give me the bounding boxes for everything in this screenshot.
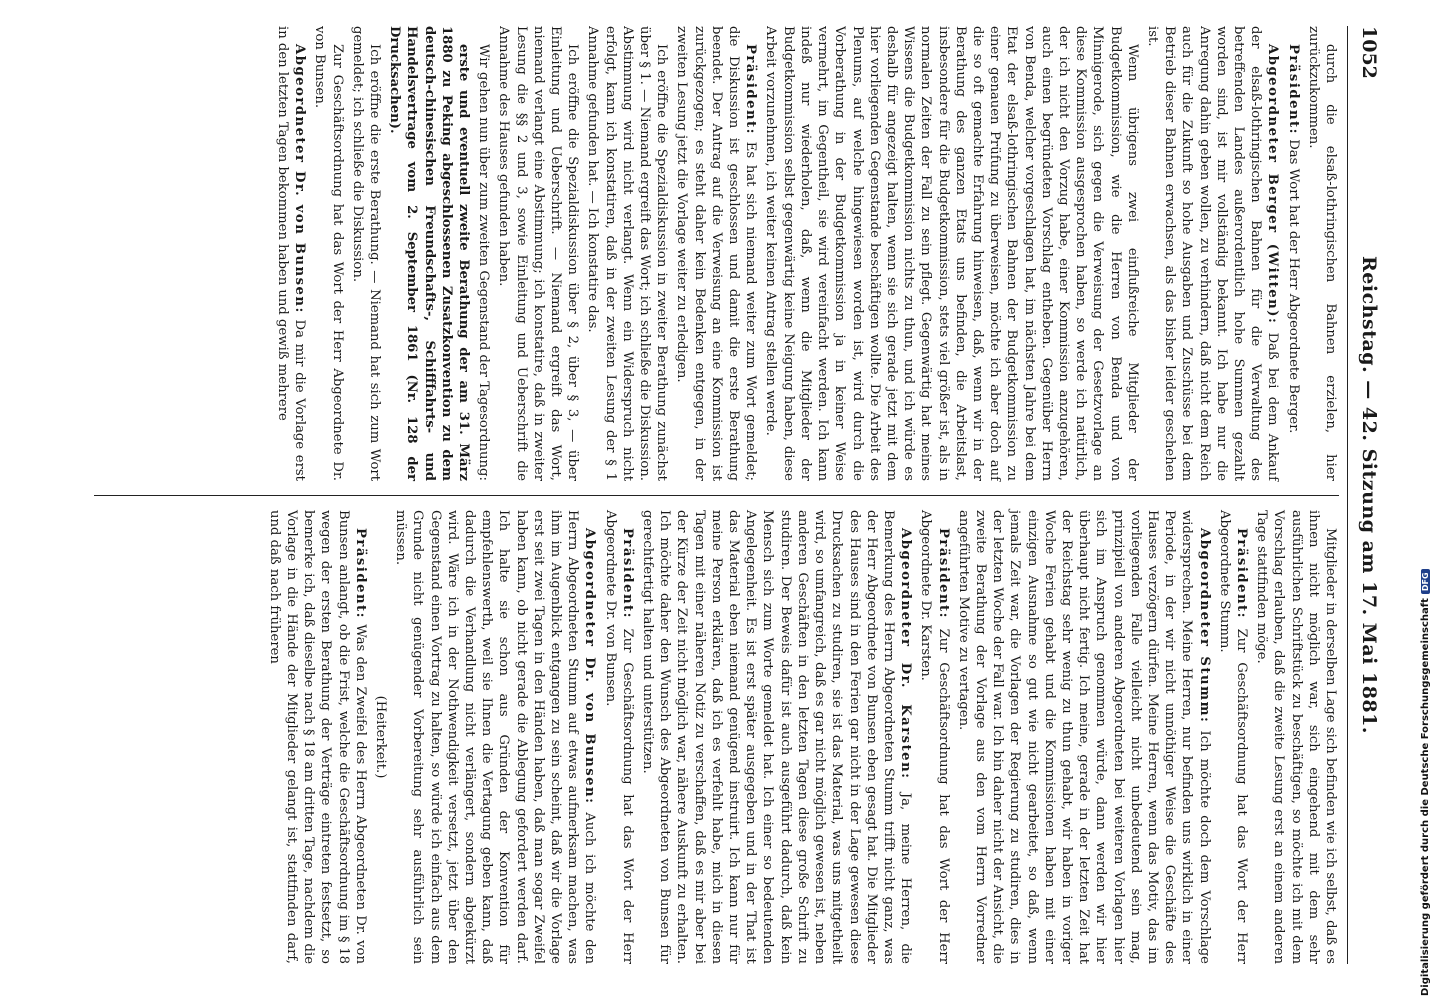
paragraph <box>495 26 581 481</box>
paragraph <box>266 510 369 964</box>
paragraph-text: Ja, meine Herren, die Bemerkung des Herrn Abgeordneten Stumm trifft nicht ganz, was der Herr Abgeordnete von Bunsen eben gesagt hat. Die Mitglieder des Hauses sind in den Ferien gar nicht in der Lage gewesen diese Drucksachen zu studiren, sie ist das Material, was uns mitgetheilt wird, so umfangreich, daß es gar nicht möglich gewesen ist, neben anderen Geschäften in den letzten Tagen diese große Schrift zu studiren. Der Beweis dafür ist auch ausgeführt dadurch, daß kein Mensch sich zum Worte gemeldet hat. Ich einer so bedeutenden Angelegenheit. Es ist erst später ausgegeben und in der That ist das Material eben niemand genügend instruirt. Ich kann nur für meine Person erklären, daß ich es verfehlt habe, mich in diesen Tagen mit einer näheren Notiz zu verschaffen, daß es mir aber bei der Kürze der Zeit nicht möglich war, nähere Auskunft zu erhalten. Ich möchte daher den Wunsch des Abgeordneten von Bunsen für gerechtfertigt halten und unterstützen. <box>640 510 914 964</box>
paragraph <box>1216 510 1250 964</box>
left-column <box>94 26 1339 495</box>
right-column <box>94 495 1339 964</box>
speaker-name: Abgeordneter Berger (Witten): <box>1265 44 1281 325</box>
page-header <box>1347 26 1388 964</box>
paragraph-text: Es hat sich niemand weiter zum Wort gemeldet; die Diskussion ist geschlossen und damit die erste Berathung beendet. Der Antrag auf die Verweisung an eine Kommission ist zurückgezogen; es steht daher kein Bedenken entgegen, in der zweiten Lesung jetzt die Vorlage weiter zu erledigen. <box>674 26 759 481</box>
digitization-credit <box>1420 569 1431 996</box>
speaker-name: Präsident: <box>1233 528 1249 620</box>
speaker-name: Abgeordneter Dr. von Bunsen: <box>582 528 598 805</box>
credit-text: Digitalisierung gefördert durch die Deutsche Forschungsgemeinschaft <box>1420 598 1431 996</box>
paragraph <box>601 510 635 964</box>
document-page <box>80 0 1410 990</box>
speaker-name: Präsident: <box>619 528 635 620</box>
text-columns <box>94 26 1339 964</box>
page-title: Reichstag. — 42. Sitzung am 17. Mai 1881. <box>1358 256 1380 734</box>
paragraph-text: Auch ich möchte den Herrn Abgeordneten Stumm auf etwas aufmerksam machen, was ihm im Augenblick entgangen zu sein scheint, daß wir die Vorlage erst seit zwei Tagen in den Händen haben, daß man sogar Zweifel haben kann, ob nicht gerade die Ablegung gefordert werden darf. Ich halte sie schon aus Gründen der Konvention für empfehlenswerth, weil sie Ihnen die Vertagung geben kann, daß dadurch die Verhandlung nicht verlängert, sondern abgekürzt wird. Wäre ich in der Nothwendigkeit versetzt, jetzt über den Gegenstand einen Vortrag zu halten, so würde ich einfach aus dem Grunde nicht genügender Vorbereitung sehr ausführlich sein müssen. <box>393 510 598 964</box>
paragraph-text: Zur Geschäftsordnung hat das Wort der Herr Abgeordnete Dr. Karsten. <box>918 510 951 964</box>
paragraph-text: Zur Geschäftsordnung hat das Wort der Herr Abgeordnete Dr. von Bunsen. <box>312 26 345 481</box>
paragraph <box>311 26 345 481</box>
paragraph <box>584 26 670 481</box>
paragraph <box>639 510 914 964</box>
paragraph-text: (Heiterkeit.) <box>373 695 389 779</box>
paragraph <box>386 26 472 481</box>
speaker-name: Präsident: <box>352 528 368 620</box>
paragraph-text: Zur Geschäftsordnung hat das Wort der Herr Abgeordnete Dr. von Bunsen. <box>602 510 635 964</box>
paragraph <box>392 510 598 964</box>
paragraph-text: Das Wort hat der Herr Abgeordnete Berger. <box>1285 139 1301 434</box>
paragraph-text: Ich eröffne die erste Berathung. — Niemand hat sich zum Wort gemeldet; ich schließe die Diskussion. <box>349 26 383 481</box>
speaker-name: Abgeordneter Dr. Karsten: <box>898 528 914 780</box>
speaker-name: Präsident: <box>935 528 951 620</box>
paragraph-text: durch die elsaß-lothringischen Bahnen erzielen, hier zurückzukommen. <box>1305 26 1338 481</box>
paragraph <box>274 26 308 481</box>
paragraph-text: Ich eröffne die Spezialdiskussion in zweiter Berathung zunächst über § 1. — Niemand ergreift das Wort; ich schließe die Diskussion. Abstimmung wird nicht verlangt. Wenn ein Widerspruch nicht erfolgt, kann ich konstatiren, daß in der zweiten Lesung der § 1 Annahme gefunden hat. — Ich konstatire das. <box>585 26 670 481</box>
paragraph <box>955 510 1213 964</box>
paragraph-text: erste und eventuell zweite Berathung der am 31. März 1880 zu Peking abgeschlossenen Zusatzkonvention zu dem deutsch-chinesischen Freundschafts-, Schifffahrts- und Handelsvertrage vom 2. September 1861 (Nr. 128 der Drucksachen). <box>387 26 472 481</box>
paragraph-text: Ich möchte doch dem Vorschlage widersprechen. Meine Herren, nur befinden uns wirklich in einer Periode, in der wir nicht unnöthiger Weise die Geschäfte des Hauses verzögern dürfen. Meine Herren, wenn das Motiv, das im vorliegenden Falle vielleicht nicht unbedeutend sein mag, prinzipiell von anderen Abgeordneten bei weiteren Vorlagen hier sich im Anspruch genommen würde, dann werden wir hier überhaupt nicht fertig. Ich meine, gerade in der letzten Zeit hat der Reichstag sehr wenig zu thun gehabt, wir haben in voriger Woche Ferien gehabt und die Kommissionen haben mit einer einzigen Ausnahme so gut wie nicht gearbeitet, so daß, wenn jemals Zeit war, die Vorlagen der Regierung zu studiren, dies in der letzten Woche der Fall war. Ich bin daher nicht der Ansicht, die zweite Berathung der Vorlage aus den vom Herrn Vorredner angeführten Motive zu vertagen. <box>955 510 1212 964</box>
paragraph-text: Ich eröffne die Spezialdiskussion über § 2, über § 3, — über Einleitung und Ueberschrift. — Niemand ergreift das Wort, niemand verlangt eine Abstimmung; ich konstatire, daß in zweiter Lesung die §§ 2 und 3, sowie Einleitung und Ueberschrift die Annahme des Hauses gefunden haben. <box>496 26 581 481</box>
paragraph-text: Wenn übrigens zwei einflußreiche Mitglieder der Budgetkommission, wie die Herren von Benda und von Minnigerode, sich gegen die Verweisung der Gesetzvorlage an diese Kommission ausgesprochen haben, so werde ich natürlich, der ich nicht den Vorzug habe, einer Kommission anzugehören, auch einen begründeten Vorschlag entheben. Gegenüber Herrn von Benda, welcher vorgeschlagen hat, im nächsten Jahre bei dem Etat der elsaß-lothringischen Bahnen der Budgetkommission zu einer genauen Prüfung zu überweisen, möchte ich aber doch auf die so oft gemachte Erfahrung hinweisen, daß, wenn wir in der Berathung des ganzen Etats uns befinden, die Arbeitslast, insbesondere für die Budgetkommission, stets viel größer ist, als in normalen Zeiten der Fall zu sein pflegt. Gegenwärtig hat meines Wissens die Budgetkommission nichts zu thun, und ich würde es deshalb für angezeigt halten, wenn sie sich gerade jetzt mit dem hier vorliegenden Gegenstande beschäftigen wollte. Die Arbeit des Plenums, auf welche hingewiesen worden ist, wird durch die Vorberathung in der Budgetkommission ja in keiner Weise vermehrt, im Gegentheil, sie wird vereinfacht werden. Ich kann indeß nur wiederholen, daß, wenn die Mitglieder der Budgetkommission selbst gegenwärtig keine Neigung haben, diese Arbeit vorzunehmen, ich weiter keinen Antrag stellen werde. <box>763 26 1140 481</box>
paragraph <box>349 26 383 481</box>
paragraph-text: Da mir die Vorlage erst in den letzten Tagen bekommen haben und gewiß mehrere <box>275 26 308 481</box>
paragraph <box>372 510 389 964</box>
paragraph <box>1144 26 1282 481</box>
speaker-name: Abgeordneter Dr. von Bunsen: <box>292 44 308 314</box>
paragraph <box>1284 26 1301 481</box>
paragraph <box>475 26 492 481</box>
paragraph-text: Zur Geschäftsordnung hat das Wort der Herr Abgeordnete Stumm. <box>1216 510 1249 964</box>
paragraph-text: Wir gehen nun über zum zweiten Gegenstand der Tagesordnung: <box>476 44 492 481</box>
dfg-logo: DFG <box>1421 569 1430 594</box>
paragraph-text: Daß bei dem Ankauf der elsaß-lothringischen Bahnen für die Verwaltung des betreffenden Landes außerordentlich hohe Summen gezahlt worden sind, ist mir vollständig bekannt. Ich habe nur die Anregung dahin geben wollen, zu verhindern, daß nicht dem Reich auch für die Zukunft so hohe Ausgaben und Zuschüsse bei dem Betrieb dieser Bahnen erwachsen, als das bisher leider geschehen ist. <box>1144 26 1281 481</box>
page-number: 1052 <box>1358 26 1380 79</box>
paragraph-text: Was den Zweifel des Herrn Abgeordneten Dr. von Bunsen anlangt, ob die Frist, welche die Geschäftsordnung im § 18 wegen der ersten Berathung der Verträge eintreten festsetzt, so bemerke ich, daß dieselbe nach § 18 am dritten Tage, nachdem die Vorlage in die Hände der Mitglieder gelangt ist, stattfinden darf, und daß nach früheren <box>266 510 368 964</box>
speaker-name: Präsident: <box>743 44 759 136</box>
speaker-name: Abgeordneter Stumm: <box>1196 528 1212 724</box>
paragraph <box>673 26 759 481</box>
paragraph <box>917 510 951 964</box>
paragraph <box>1305 26 1339 481</box>
speaker-name: Präsident: <box>1285 44 1301 136</box>
paragraph-text: Mitglieder in derselben Lage sich befinden wie ich selbst, daß es ihnen nicht möglich war, sich eingehend mit dem sehr ausführlichen Schriftstück zu beschäftigen, so möchte ich mit dem Vorschlag erlauben, daß die zweite Lesung erst an einem anderen Tage stattfinden möge. <box>1254 510 1338 964</box>
paragraph <box>1253 510 1339 964</box>
paragraph <box>762 26 1140 481</box>
